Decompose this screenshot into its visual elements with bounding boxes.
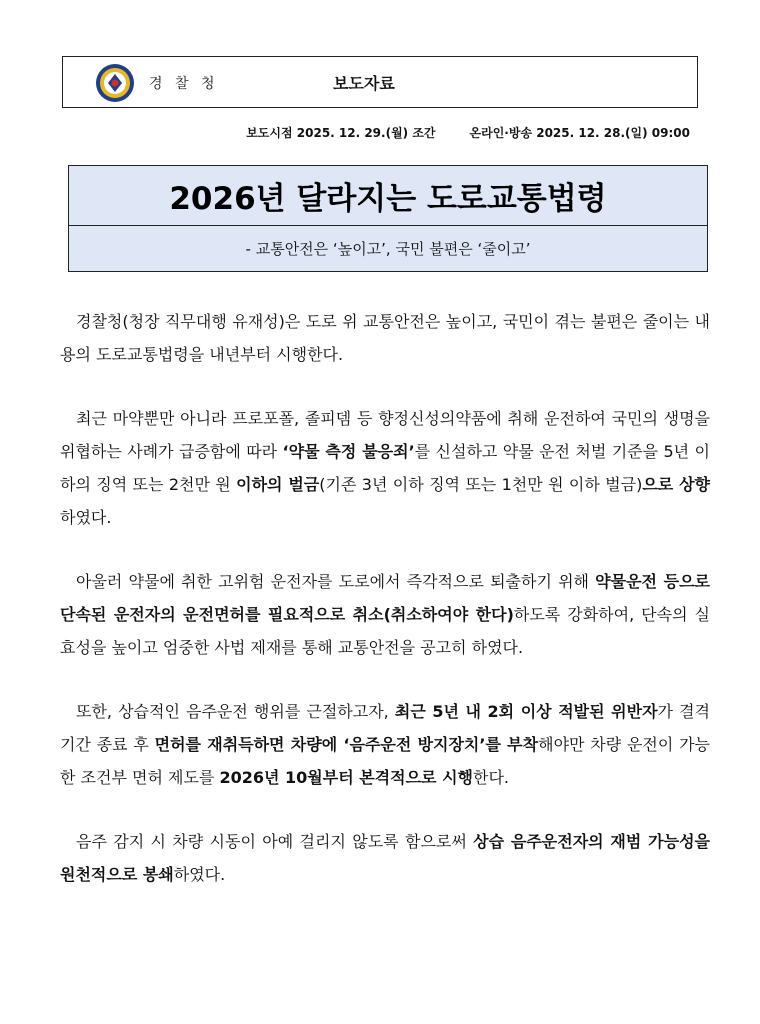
release-type-label: 보도자료 [333,74,395,93]
release-dates [0,124,690,141]
press-header [62,56,698,108]
paragraph [60,825,710,891]
bold-text: 2026년 10월부터 본격적으로 시행 [219,768,473,787]
agency-name: 경 찰 청 [149,76,219,92]
text-run: 해야만 차량 운전이 가능한 조건부 면허 제도를 [60,735,710,787]
paragraph [60,695,710,794]
title-box [68,165,708,272]
text-run: 가 결격 기간 종료 후 [60,702,710,754]
paragraph [60,565,710,664]
police-emblem-icon [95,63,135,103]
body-text [60,305,710,922]
embargo-date: 보도시점 2025. 12. 29.(월) 조간 [246,126,436,140]
document-subtitle: - 교통안전은 ‘높이고’, 국민 불편은 ‘줄이고’ [245,240,531,258]
bold-text: 면허를 재취득하면 차량에 ‘음주운전 방지장치’를 부착 [154,735,539,754]
text-run: 를 신설하고 약물 운전 처벌 기준을 5년 이하의 징역 또는 2천만 원 [60,442,710,494]
bold-text: 약물운전 등으로 단속된 운전자의 운전면허를 필요적으로 취소(취소하여야 한다) [60,572,710,624]
bold-text: ‘약물 측정 불응죄’ [282,442,415,461]
text-run: 하였다. [173,865,226,884]
bold-text: 으로 상향 [642,475,711,494]
text-run: 또한, 상습적인 음주운전 행위를 근절하고자, [76,702,395,721]
text-run: 아울러 약물에 취한 고위험 운전자를 도로에서 즉각적으로 퇴출하기 위해 [76,572,596,591]
document-title: 2026년 달라지는 도로교통법령 [69,166,707,226]
bold-text: 상습 음주운전자의 재범 가능성을 원천적으로 봉쇄 [60,832,710,884]
paragraph [60,305,710,371]
text-run: 경찰청(청장 직무대행 유재성)은 도로 위 교통안전은 높이고, 국민이 겪는 불편은 줄이는 내용의 도로교통법령을 내년부터 시행한다. [60,312,710,364]
bold-text: 최근 5년 내 2회 이상 적발된 위반자 [394,702,658,721]
text-run: (기존 3년 이하 징역 또는 1천만 원 이하 벌금) [319,475,643,494]
text-run: 한다. [472,768,509,787]
online-release-date: 온라인·방송 2025. 12. 28.(일) 09:00 [469,126,690,140]
bold-text: 이하의 벌금 [236,475,320,494]
text-run: 최근 마약뿐만 아니라 프로포폴, 졸피뎀 등 향정신성의약품에 취해 운전하여 국민의 생명을 위협하는 사례가 급증함에 따라 [60,409,710,461]
paragraph [60,402,710,534]
text-run: 하였다. [60,508,112,527]
text-run: 음주 감지 시 차량 시동이 아예 걸리지 않도록 함으로써 [76,832,474,851]
text-run: 하도록 강화하여, 단속의 실효성을 높이고 엄중한 사법 제재를 통해 교통안전을 공고히 하였다. [60,605,710,657]
